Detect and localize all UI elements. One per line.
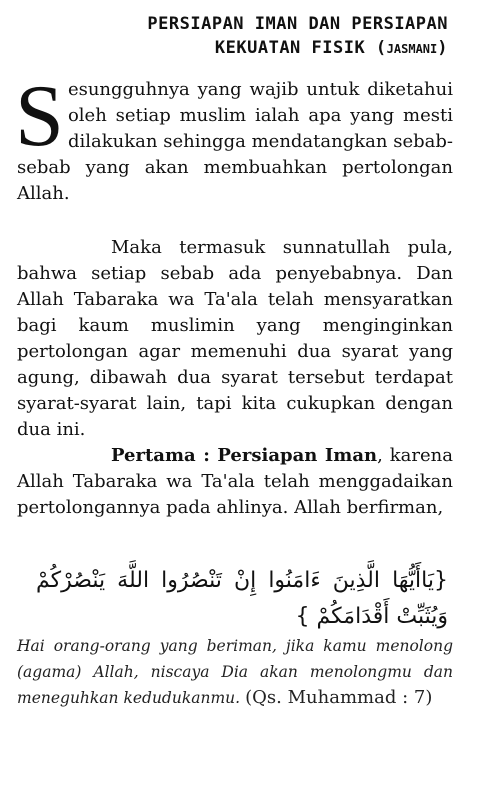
verse-reference: (Qs. Muhammad : 7) (245, 687, 433, 708)
chapter-title-sub: JASMANI (386, 42, 438, 56)
paragraph-2-text: Maka termasuk sunnatullah pula, bahwa setiap sebab ada penyebabnya. Dan Allah Tabaraka wa Ta'ala telah mensyaratkan bagi kaum muslimin yang menginginkan pertolongan agar memenuhi dua syarat yang agung, dibawah dua syarat tersebut terdapat syarat-syarat lain, tapi kita cukupkan dengan dua ini. (17, 237, 453, 440)
drop-cap: S (15, 68, 64, 165)
paragraph-3 (17, 443, 453, 521)
verse-translation (17, 633, 453, 711)
translation-text: Hai orang-orang yang beriman, jika kamu menolong (agama) Allah, niscaya Dia akan menolongmu dan meneguhkan kedudukanmu. (17, 637, 453, 707)
chapter-title-line2: KEKUATAN FISIK (JASMANI) (214, 38, 448, 58)
paragraph-2 (17, 235, 453, 443)
paragraph-3-text: Pertama : Persiapan Iman, karena Allah Tabaraka wa Ta'ala telah menggadaikan pertolongannya pada ahlinya. Allah berfirman, (17, 445, 453, 518)
chapter-title-line1: PERSIAPAN IMAN DAN PERSIAPAN (147, 14, 448, 34)
paragraph-3-bold: Pertama : Persiapan Iman (111, 445, 378, 466)
paragraph-1 (15, 68, 453, 207)
quran-verse: {يَاأَيُّهَا الَّذِينَ ءَامَنُوا إِنْ تَنْصُرُوا اللَّهَ يَنْصُرْكُمْ وَيُثَبِّتْ أَقْدَامَكُمْ } (36, 568, 448, 629)
paragraph-1-text: esungguhnya yang wajib untuk diketahui oleh setiap muslim ialah apa yang mesti dilakukan sehingga mendatangkan sebab-sebab yang akan membuahkan pertolongan Allah. (17, 79, 453, 204)
chapter-title (147, 12, 448, 61)
